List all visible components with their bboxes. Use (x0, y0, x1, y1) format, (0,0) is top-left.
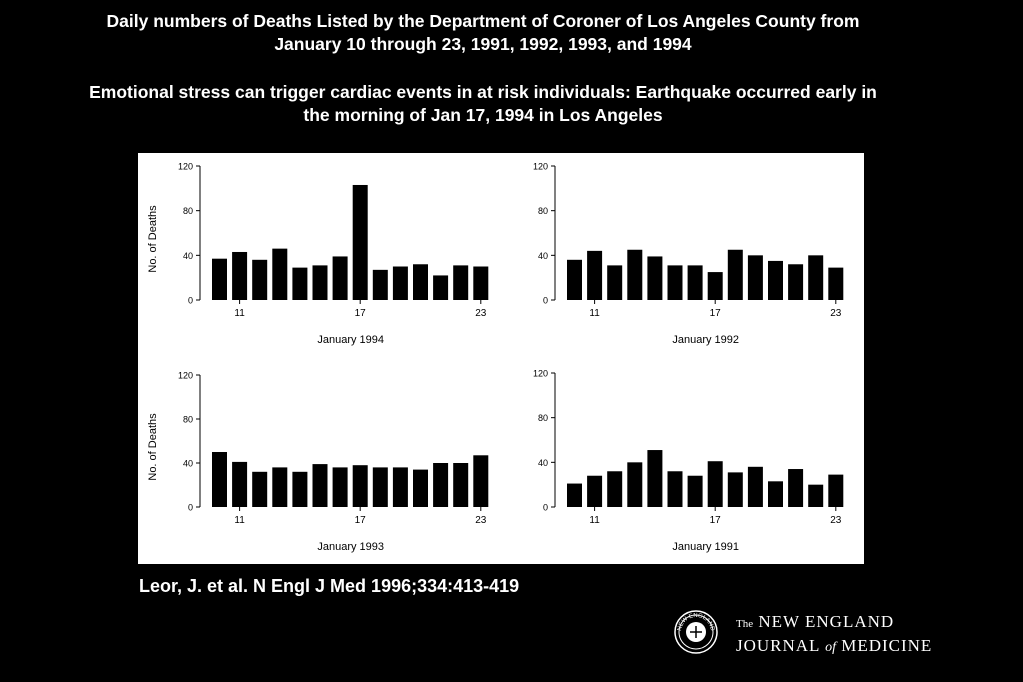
logo-of: of (825, 640, 836, 655)
bar-19 (393, 267, 408, 301)
chart-2 (147, 371, 488, 554)
bar-11 (587, 476, 602, 507)
chart-0 (147, 162, 488, 347)
bar-20 (768, 261, 783, 300)
y-tick-label: 80 (182, 206, 193, 217)
bar-22 (453, 265, 468, 300)
y-tick-label: 120 (532, 368, 548, 379)
x-tick-label: 17 (709, 308, 721, 319)
bar-18 (728, 472, 743, 507)
y-axis-label: No. of Deaths (147, 413, 159, 481)
bar-12 (607, 265, 622, 300)
bar-10 (567, 260, 582, 300)
x-axis-label: January 1993 (317, 541, 385, 553)
bar-14 (647, 256, 662, 300)
logo-line1: NEW ENGLAND (758, 612, 895, 631)
x-tick-label: 17 (354, 308, 366, 319)
bar-10 (212, 452, 227, 507)
bar-16 (333, 467, 348, 507)
bar-19 (393, 467, 408, 507)
citation: Leor, J. et al. N Engl J Med 1996;334:413-419 (139, 576, 520, 596)
bar-18 (373, 467, 388, 507)
x-tick-label: 11 (589, 308, 600, 319)
y-tick-label: 120 (532, 161, 548, 172)
x-tick-label: 11 (234, 308, 245, 319)
logo-medicine: MEDICINE (841, 636, 933, 655)
bar-18 (728, 250, 743, 300)
bar-14 (647, 450, 662, 507)
bar-23 (473, 455, 488, 507)
bar-15 (313, 464, 328, 507)
logo-journal: JOURNAL (736, 636, 820, 655)
x-axis-label: January 1991 (672, 541, 740, 553)
bar-20 (768, 481, 783, 507)
x-axis-label: January 1994 (317, 334, 385, 346)
nejm-wordmark (736, 611, 932, 658)
bar-11 (232, 252, 247, 300)
chart-panel (138, 153, 864, 564)
y-tick-label: 40 (182, 250, 193, 261)
bar-22 (808, 485, 823, 507)
bar-19 (748, 467, 763, 507)
bar-23 (828, 268, 843, 300)
bar-11 (232, 462, 247, 507)
y-tick-label: 0 (187, 295, 193, 306)
seal-icon (674, 610, 718, 654)
bar-19 (748, 255, 763, 300)
y-tick-label: 40 (537, 250, 548, 261)
y-tick-label: 40 (537, 457, 548, 468)
chart-1 (533, 162, 843, 347)
title-line-1a: Daily numbers of Deaths Listed by the Department of Coroner of Los Angeles County from (106, 11, 860, 31)
bar-14 (292, 268, 307, 300)
bar-12 (252, 260, 267, 300)
title-line-2b: the morning of Jan 17, 1994 in Los Angeles (303, 105, 663, 125)
bar-15 (668, 471, 683, 507)
y-tick-label: 0 (542, 295, 548, 306)
bar-13 (627, 250, 642, 300)
charts-svg (138, 153, 864, 564)
bar-13 (272, 467, 287, 507)
logo-the: The (736, 618, 754, 630)
bar-16 (688, 265, 703, 300)
y-tick-label: 80 (537, 206, 548, 217)
x-axis-label: January 1992 (672, 334, 740, 346)
bar-22 (453, 463, 468, 507)
bar-21 (788, 264, 803, 300)
bar-12 (252, 472, 267, 507)
bar-14 (292, 472, 307, 507)
bar-23 (828, 475, 843, 507)
bar-17 (708, 461, 723, 507)
bar-17 (708, 272, 723, 300)
bar-21 (433, 275, 448, 300)
chart-3 (533, 369, 843, 554)
bar-13 (272, 249, 287, 300)
y-axis-label: No. of Deaths (147, 205, 159, 273)
x-tick-label: 17 (709, 515, 721, 526)
bar-13 (627, 462, 642, 507)
bar-20 (413, 264, 428, 300)
y-tick-label: 80 (182, 414, 193, 425)
x-tick-label: 11 (234, 515, 245, 526)
bar-23 (473, 267, 488, 301)
bar-20 (413, 470, 428, 507)
y-tick-label: 0 (187, 502, 193, 513)
slide-title-line2 (0, 81, 966, 127)
y-tick-label: 120 (177, 161, 193, 172)
seal-lettering: NEW ENGLAND (676, 612, 716, 632)
bar-10 (567, 484, 582, 507)
title-line-2a: Emotional stress can trigger cardiac events in at risk individuals: Earthquake occurred early in (89, 82, 877, 102)
nejm-logo (674, 609, 974, 655)
bar-21 (433, 463, 448, 507)
x-tick-label: 23 (475, 308, 487, 319)
y-tick-label: 80 (537, 413, 548, 424)
bar-17 (353, 465, 368, 507)
bar-17 (353, 185, 368, 300)
bar-18 (373, 270, 388, 300)
y-tick-label: 120 (177, 370, 193, 381)
bar-11 (587, 251, 602, 300)
bar-16 (333, 256, 348, 300)
y-tick-label: 40 (182, 458, 193, 469)
x-tick-label: 17 (354, 515, 366, 526)
x-tick-label: 11 (589, 515, 600, 526)
title-line-1b: January 10 through 23, 1991, 1992, 1993, and 1994 (274, 34, 692, 54)
bar-12 (607, 471, 622, 507)
bar-21 (788, 469, 803, 507)
bar-22 (808, 255, 823, 300)
bar-16 (688, 476, 703, 507)
x-tick-label: 23 (830, 308, 842, 319)
x-tick-label: 23 (475, 515, 487, 526)
bar-15 (668, 265, 683, 300)
slide-title-line1 (0, 10, 966, 56)
y-tick-label: 0 (542, 502, 548, 513)
bar-15 (313, 265, 328, 300)
x-tick-label: 23 (830, 515, 842, 526)
bar-10 (212, 259, 227, 300)
